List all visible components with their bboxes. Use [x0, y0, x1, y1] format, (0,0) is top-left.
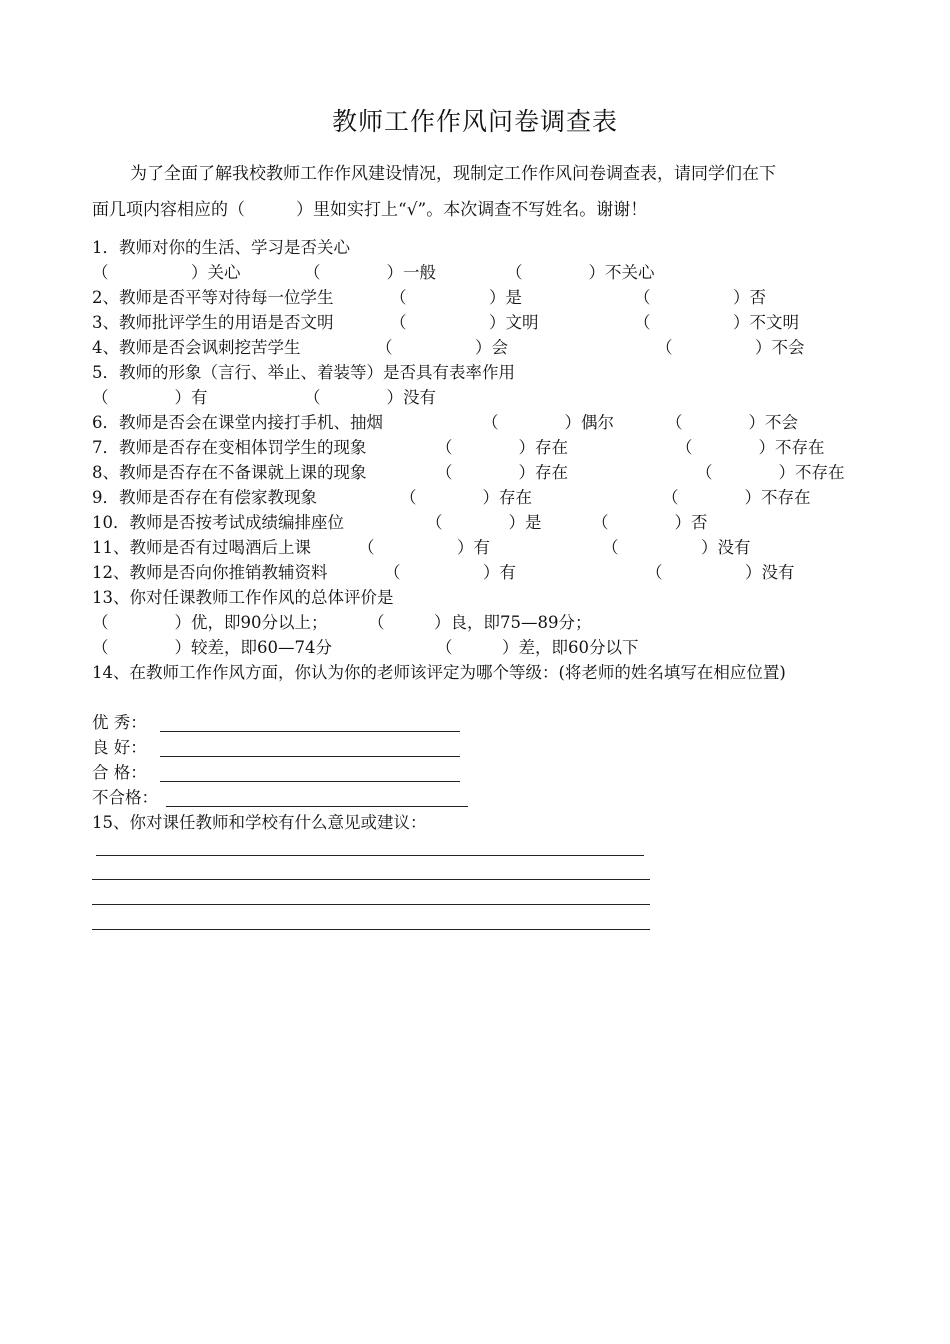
suggestion-line-4[interactable] [92, 929, 650, 930]
option-liang-good[interactable]: （ ）良，即75—89分； [368, 613, 592, 632]
question-2 [92, 285, 766, 310]
question-7 [92, 435, 825, 460]
question-text: 13、你对任课教师工作作风的总体评价是 [92, 588, 394, 607]
option-meiyou[interactable]: （ ）没有 [304, 388, 436, 407]
option-fou[interactable]: （ ）否 [634, 288, 766, 307]
option-buwenming[interactable]: （ ）不文明 [634, 313, 799, 332]
question-8 [92, 460, 845, 485]
question-text: 10．教师是否按考试成绩编排座位 [92, 513, 344, 532]
option-shi[interactable]: （ ）是 [426, 513, 542, 532]
option-cha-bad[interactable]: （ ）差，即60分以下 [436, 638, 639, 657]
question-text: 7．教师是否存在变相体罚学生的现象 [92, 438, 367, 457]
intro-line-2: 面几项内容相应的（ ）里如实打上“√”。本次调查不写姓名。谢谢！ [92, 200, 648, 220]
grade-pass-line[interactable] [160, 781, 460, 782]
intro-line-1: 为了全面了解我校教师工作作风建设情况，现制定工作作风问卷调查表，请同学们在下 [130, 164, 776, 184]
grade-excellent-line[interactable] [160, 731, 460, 732]
suggestion-line-3[interactable] [92, 904, 650, 905]
option-buguanxin[interactable]: （ ）不关心 [506, 263, 655, 282]
option-shi[interactable]: （ ）是 [390, 288, 522, 307]
question-text: 12、教师是否向你推销教辅资料 [92, 563, 328, 582]
grade-pass-label: 合 格： [92, 763, 147, 782]
grade-fail-line[interactable] [166, 806, 468, 807]
option-cunzai[interactable]: （ ）存在 [436, 463, 568, 482]
page-title: 教师工作作风问卷调查表 [331, 107, 618, 136]
option-yiban[interactable]: （ ）一般 [304, 263, 436, 282]
option-you[interactable]: （ ）有 [384, 563, 516, 582]
grade-good-line[interactable] [160, 756, 460, 757]
option-bucunzai[interactable]: （ ）不存在 [662, 488, 811, 507]
question-6 [92, 410, 798, 435]
suggestion-line-2[interactable] [92, 879, 650, 880]
question-text: 9．教师是否存在有偿家教现象 [92, 488, 317, 507]
question-13 [92, 585, 394, 610]
option-buhui[interactable]: （ ）不会 [666, 413, 798, 432]
grade-good-label: 良 好： [92, 738, 147, 757]
option-you[interactable]: （ ）有 [92, 388, 208, 407]
question-10 [92, 510, 708, 535]
question-text: 4、教师是否会讽刺挖苦学生 [92, 338, 301, 357]
question-3 [92, 310, 799, 335]
question-text: 1．教师对你的生活、学习是否关心 [92, 238, 350, 257]
question-11 [92, 535, 751, 560]
question-12 [92, 560, 795, 585]
question-text: 8、教师是否存在不备课就上课的现象 [92, 463, 367, 482]
option-you[interactable]: （ ）有 [358, 538, 490, 557]
grade-excellent-label: 优 秀： [92, 713, 147, 732]
question-14: 14、在教师工作作风方面，你认为你的老师该评定为哪个等级：(将老师的姓名填写在相应位置) [92, 663, 786, 682]
option-guanxin[interactable]: （ ）关心 [92, 263, 241, 282]
question-4 [92, 335, 805, 360]
option-meiyou[interactable]: （ ）没有 [602, 538, 751, 557]
option-cunzai[interactable]: （ ）存在 [436, 438, 568, 457]
option-cunzai[interactable]: （ ）存在 [400, 488, 532, 507]
question-15: 15、你对课任教师和学校有什么意见或建议： [92, 813, 427, 832]
option-ouer[interactable]: （ ）偶尔 [482, 413, 614, 432]
option-meiyou[interactable]: （ ）没有 [646, 563, 795, 582]
question-text: 3、教师批评学生的用语是否文明 [92, 313, 334, 332]
question-1 [92, 235, 350, 260]
question-9 [92, 485, 811, 510]
question-5 [92, 360, 515, 385]
option-bucunzai[interactable]: （ ）不存在 [696, 463, 845, 482]
grade-fail-label: 不合格： [92, 788, 158, 807]
option-fou[interactable]: （ ）否 [592, 513, 708, 532]
intro-paragraph [92, 156, 862, 228]
question-text: 6．教师是否会在课堂内接打手机、抽烟 [92, 413, 383, 432]
question-text: 2、教师是否平等对待每一位学生 [92, 288, 334, 307]
question-text: 11、教师是否有过喝酒后上课 [92, 538, 311, 557]
option-wenming[interactable]: （ ）文明 [390, 313, 539, 332]
suggestion-line-1[interactable] [96, 855, 644, 856]
question-text: 5．教师的形象（言行、举止、着装等）是否具有表率作用 [92, 363, 515, 382]
option-buhui[interactable]: （ ）不会 [656, 338, 805, 357]
option-bucunzai[interactable]: （ ）不存在 [676, 438, 825, 457]
option-you-excellent[interactable]: （ ）优，即90分以上； [92, 613, 328, 632]
option-hui[interactable]: （ ）会 [376, 338, 508, 357]
option-jiaocha-poor[interactable]: （ ）较差，即60—74分 [92, 638, 332, 657]
